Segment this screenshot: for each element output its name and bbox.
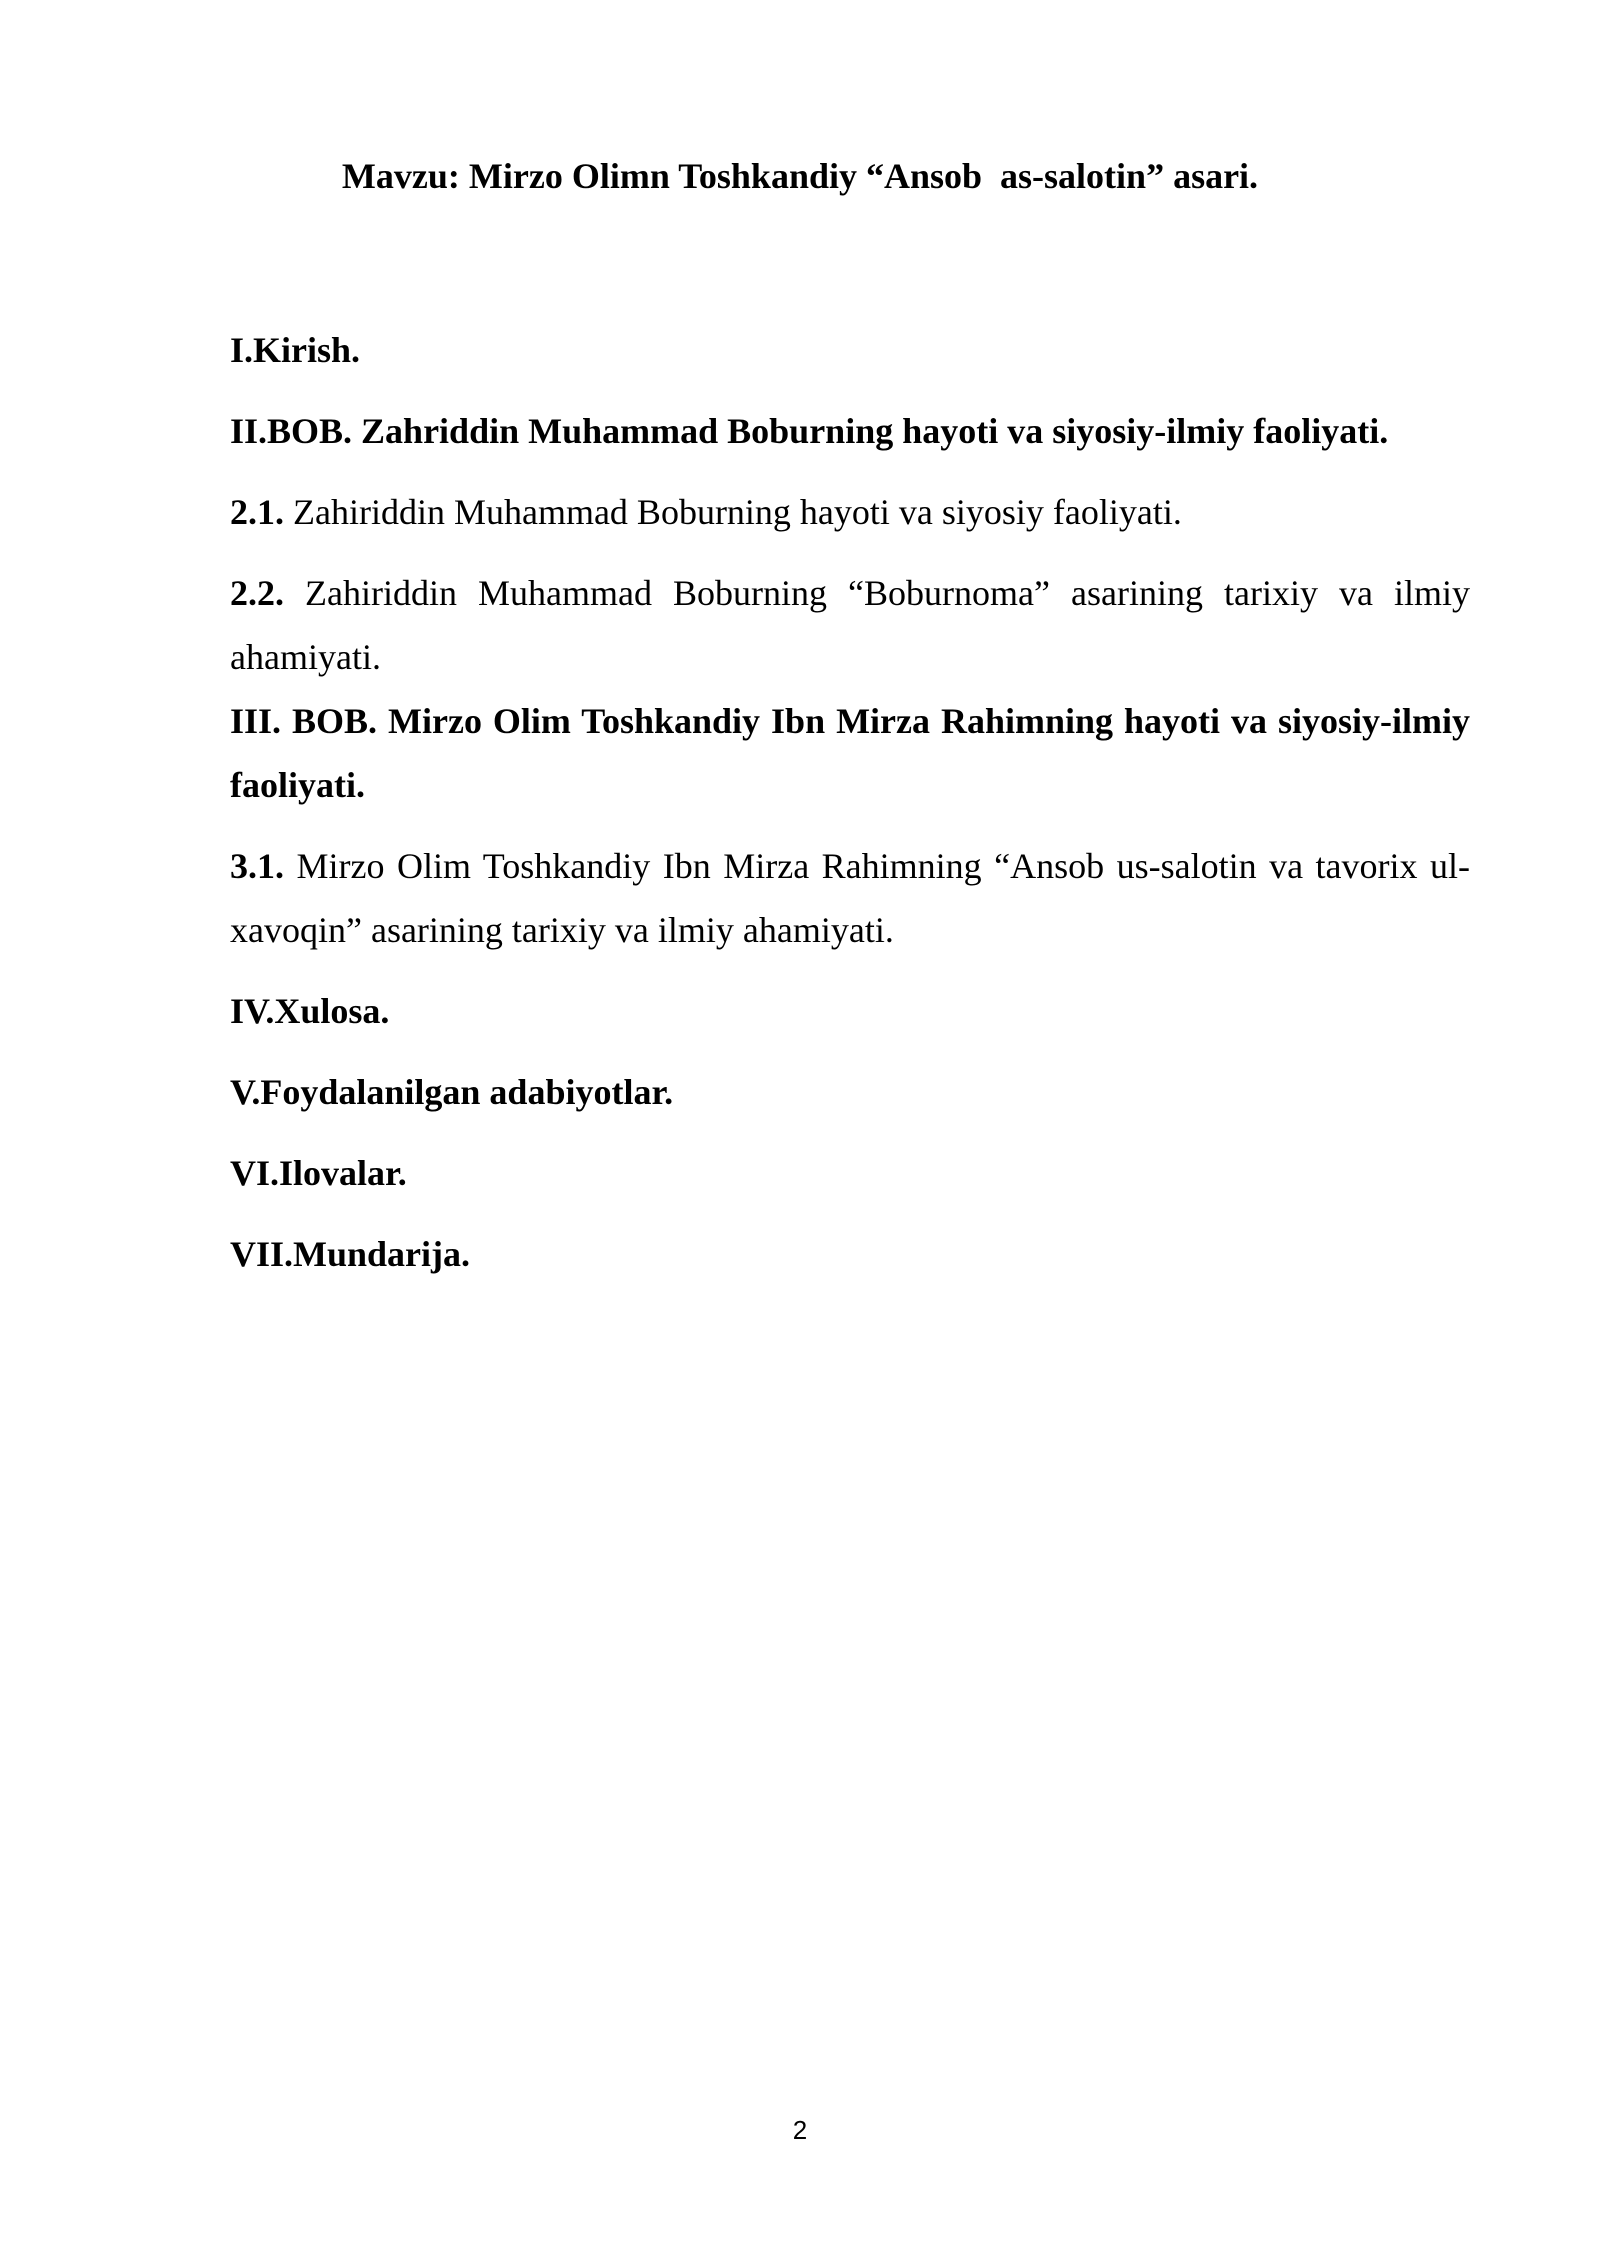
toc-entry-chapter-2: II.BOB. Zahriddin Muhammad Boburning hayoti va siyosiy-ilmiy faoliyati. [230,411,1389,451]
page-number: 2 [792,2115,808,2145]
section-number: 3.1. [230,846,284,886]
toc-entry-conclusion: IV.Xulosa. [230,991,390,1031]
toc-entry-section-2-1 [230,480,1470,544]
toc-entry-appendices: VI.Ilovalar. [230,1153,407,1193]
toc-entry-references: V.Foydalanilgan adabiyotlar. [230,1072,674,1112]
section-number: 2.2. [230,573,284,613]
section-text: Zahiriddin Muhammad Boburning “Boburnoma” asarining tarixiy va ilmiy ahamiyati. [230,573,1470,677]
page-title: Mavzu: Mirzo Olimn Toshkandiy “Ansob as-salotin” asari. [341,156,1259,196]
toc-entry-contents: VII.Mundarija. [230,1234,471,1274]
toc-entry-chapter-3: III. BOB. Mirzo Olim Toshkandiy Ibn Mirza Rahimning hayoti va siyosiy-ilmiy faoliyati. [230,701,1470,805]
section-text: Mirzo Olim Toshkandiy Ibn Mirza Rahimning “Ansob us-salotin va tavorix ul-xavoqin” asarining tarixiy va ilmiy ahamiyati. [230,846,1470,950]
toc-entry-section-3-1 [230,834,1470,962]
toc-entry-section-2-2 [230,561,1470,689]
table-of-contents [230,318,1470,1303]
toc-entry-intro: I.Kirish. [230,330,361,370]
section-number: 2.1. [230,492,284,532]
section-text: Zahiriddin Muhammad Boburning hayoti va siyosiy faoliyati. [284,492,1182,532]
